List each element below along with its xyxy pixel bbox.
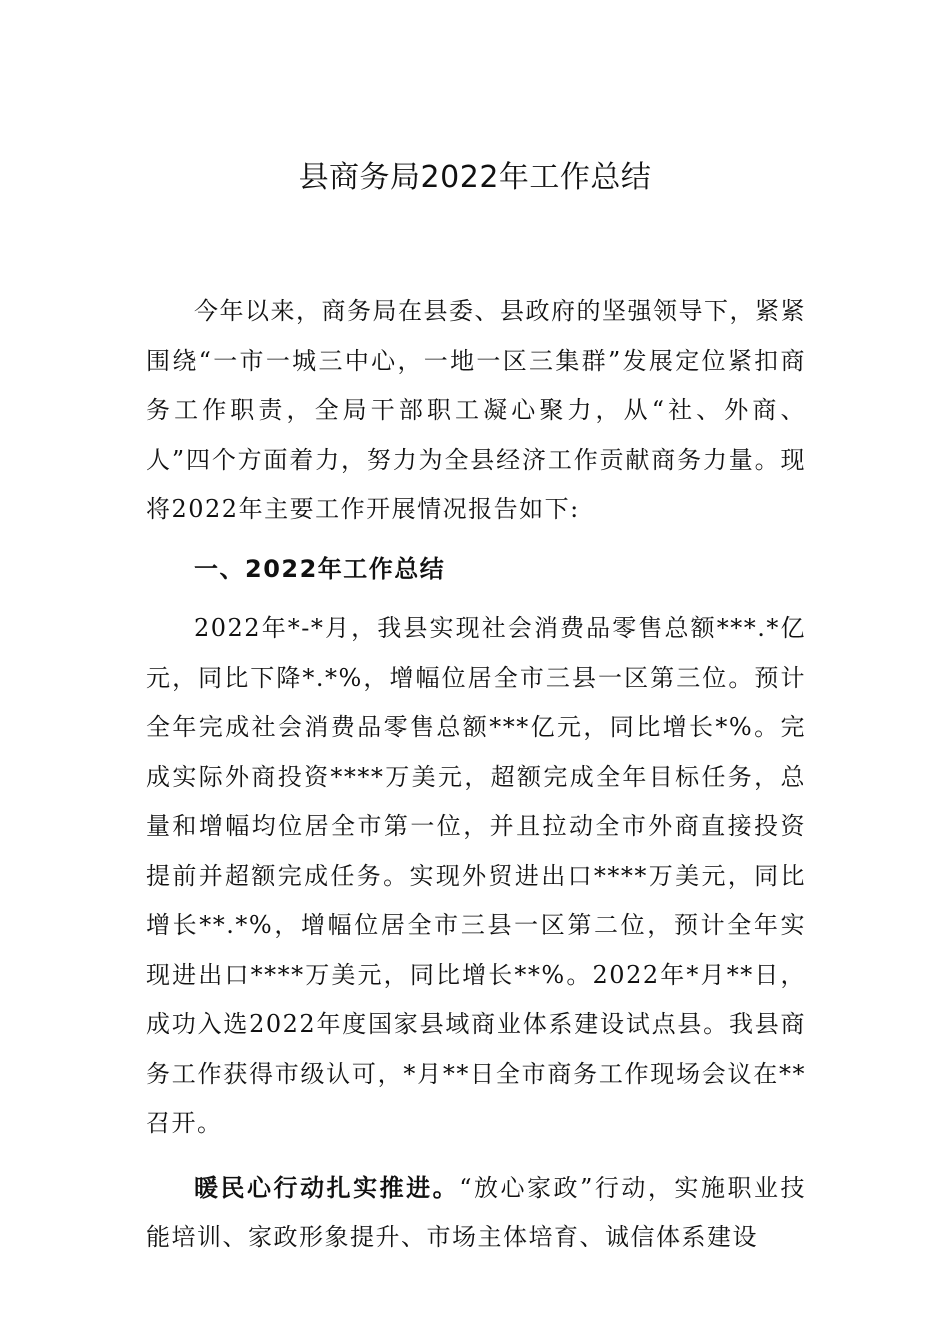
paragraph-text: “放心家政”行动，实施职业技能培训、家政形象提升、市场主体培育、诚信体系建设 (146, 1173, 806, 1251)
warm-people-paragraph (146, 1164, 806, 1263)
paragraph-lead-phrase: 暖民心行动扎实推进。 (194, 1173, 460, 1202)
document-title: 县商务局2022年工作总结 (298, 160, 652, 195)
summary-paragraph: 2022年*-*月，我县实现社会消费品零售总额***.*亿元，同比下降*.*%，增幅位居全市三县一区第三位。预计全年完成社会消费品零售总额***亿元，同比增长*%。完成实际外商投资****万美元，超额完成全年目标任务，总量和增幅均位居全市第一位，并且拉动全市外商直接投资提前并超额完成任务。实现外贸进出口****万美元，同比增长**.*%，增幅位居全市三县一区第二位，预计全年实现进出口****万美元，同比增长**%。2022年*月**日，成功入选2022年度国家县域商业体系建设试点县。我县商务工作获得市级认可，*月**日全市商务工作现场会议在**召开。 (146, 614, 806, 1137)
document-body (146, 287, 806, 1263)
section-heading: 一、2022年工作总结 (194, 554, 446, 583)
intro-paragraph: 今年以来，商务局在县委、县政府的坚强领导下，紧紧围绕“一市一城三中心，一地一区三集群”发展定位紧扣商务工作职责，全局干部职工凝心聚力，从“社、外商、人”四个方面着力，努力为全县经济工作贡献商务力量。现将2022年主要工作开展情况报告如下: (146, 297, 806, 523)
